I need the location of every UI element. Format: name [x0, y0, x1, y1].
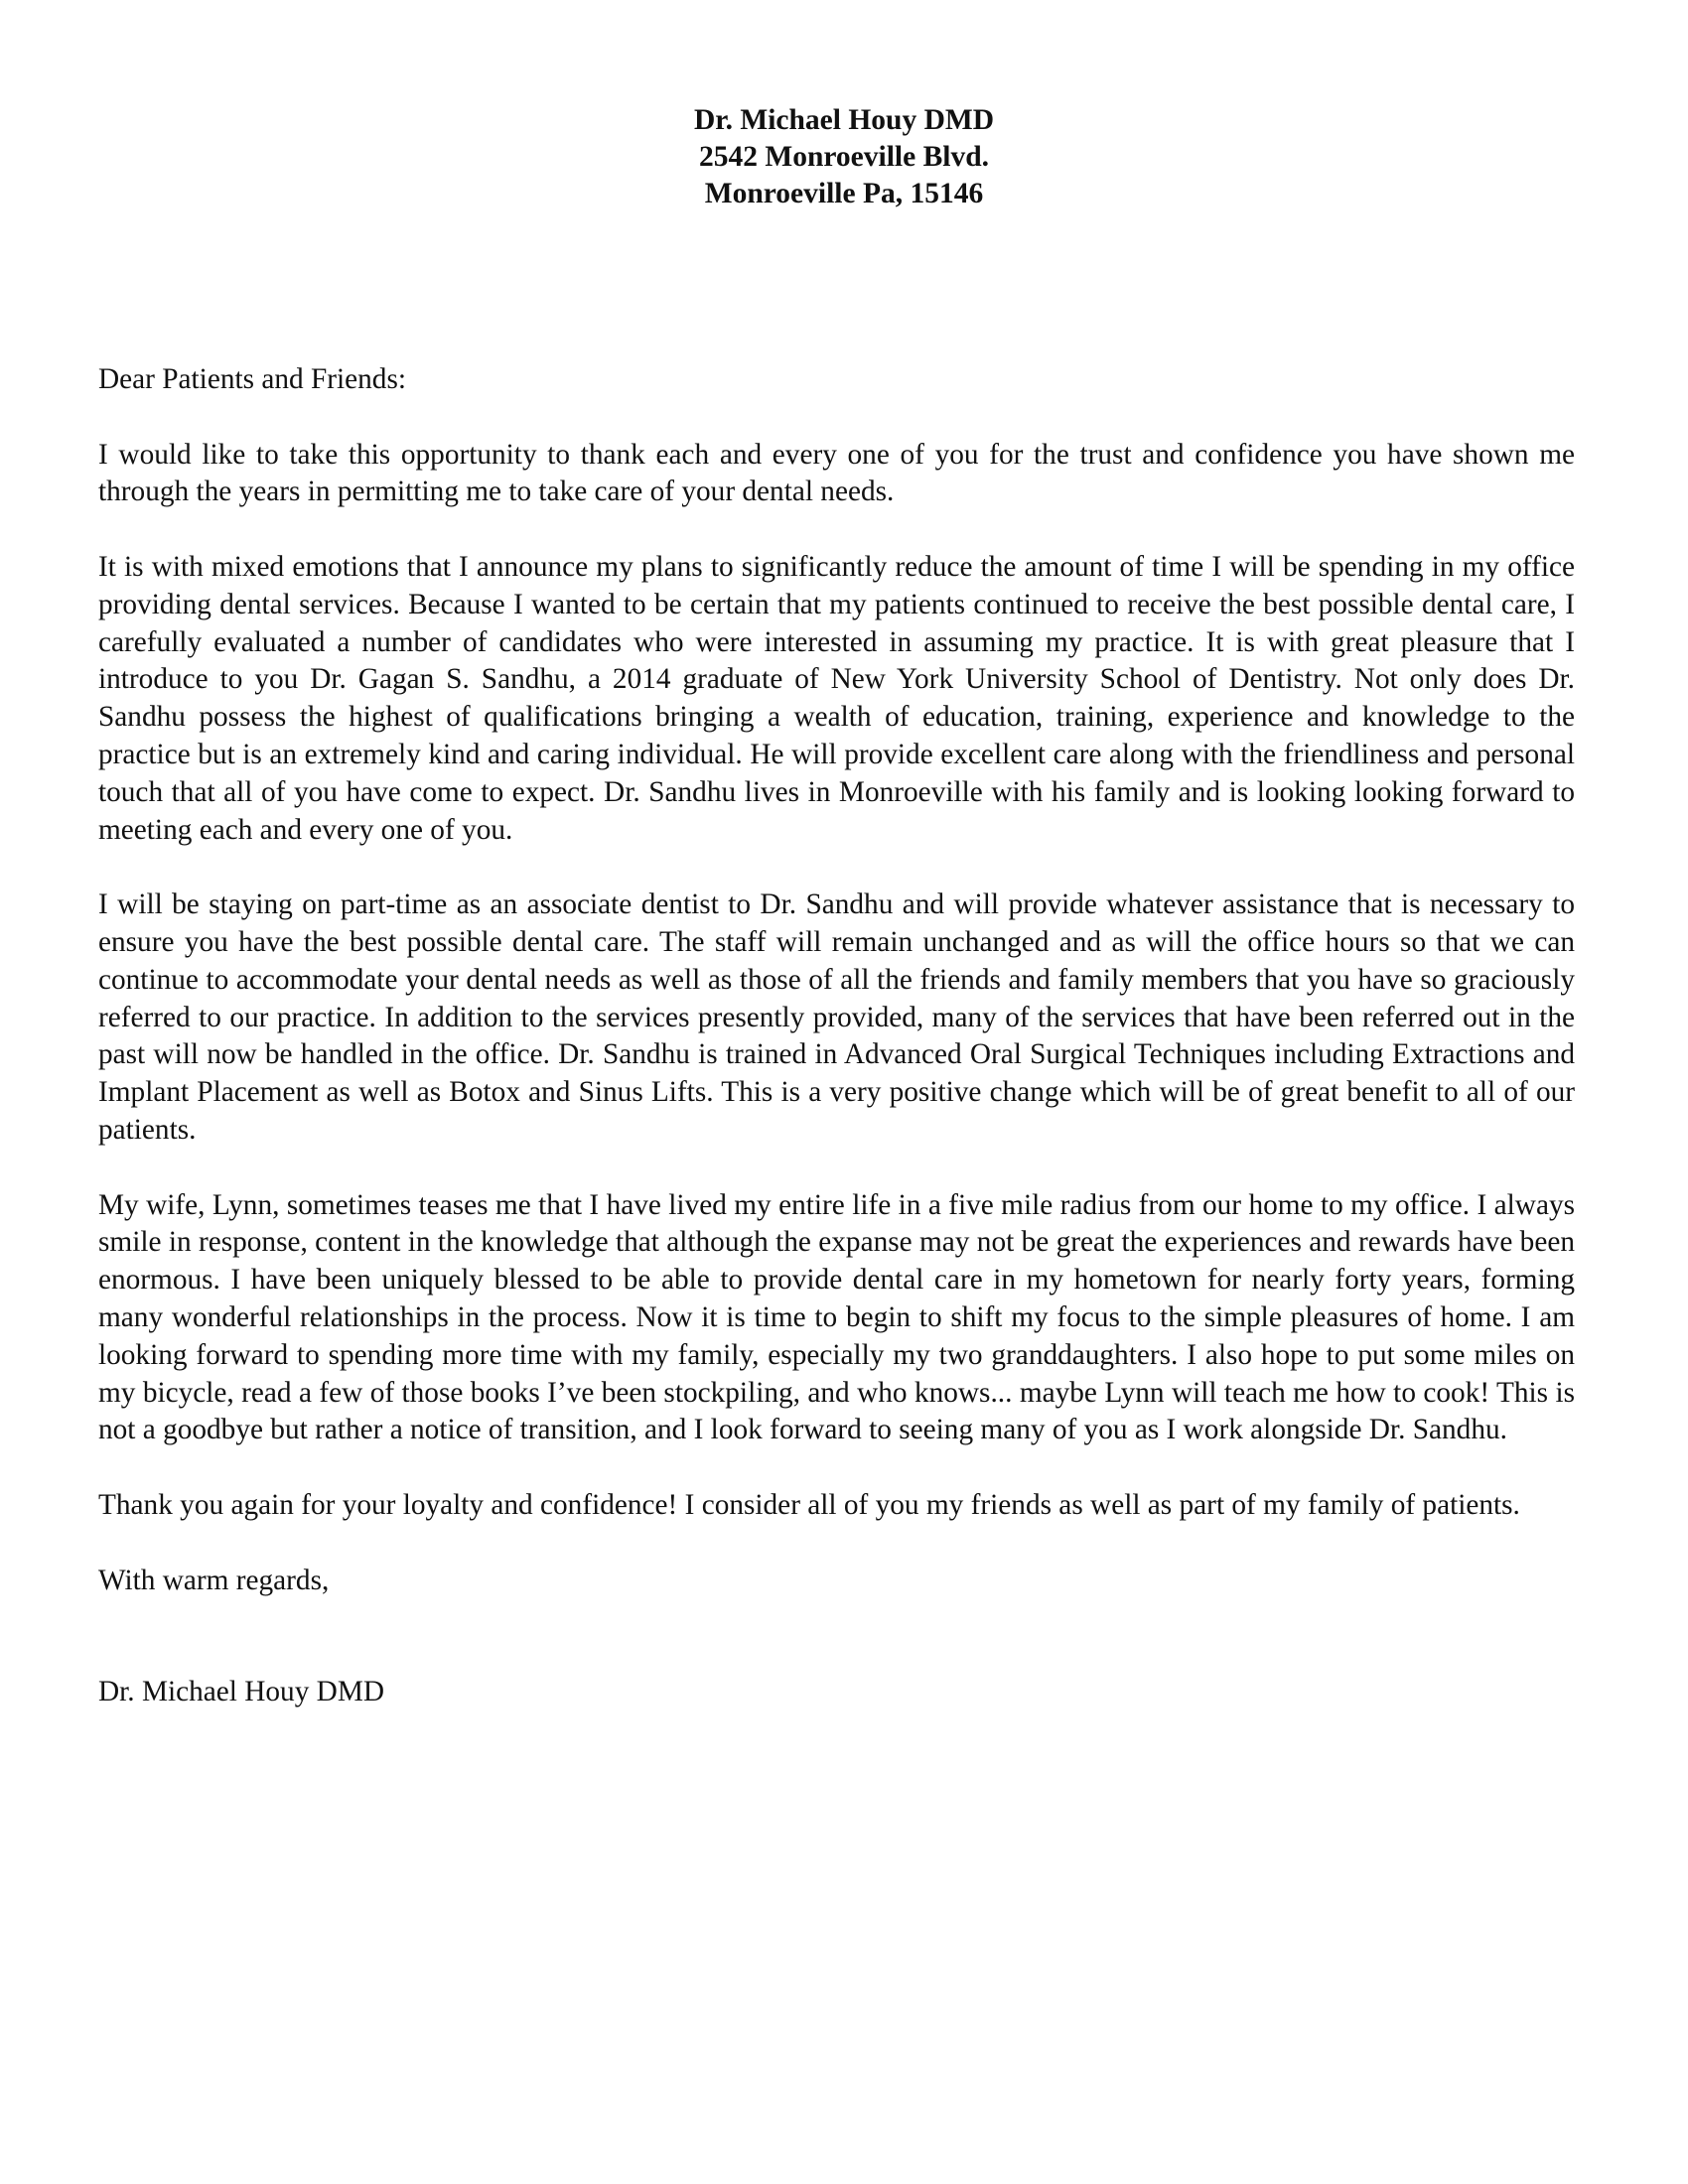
- letterhead-address-street: 2542 Monroeville Blvd.: [699, 141, 989, 174]
- paragraph-thanks: I would like to take this opportunity to thank each and every one of you for the trust and confidence you have shown me through the years in permitting me to take care of your dental needs.: [98, 438, 1575, 508]
- paragraph-personal: My wife, Lynn, sometimes teases me that I have lived my entire life in a five mile radius from our home to my office. I always smile in response, content in the knowledge that although the expanse may not be great the experiences and rewards have been enormous. I have been uniquely blessed to be able to provide dental care in my hometown for nearly forty years, forming many wonderful relationships in the process. Now it is time to begin to shift my focus to the simple pleasures of home. I am looking forward to spending more time with my family, especially my two granddaughters. I also hope to put some miles on my bicycle, read a few of those books I’ve been stockpiling, and who knows... maybe Lynn will teach me how to cook! This is not a goodbye but rather a notice of transition, and I look forward to seeing many of you as I work alongside Dr. Sandhu.: [98, 1188, 1575, 1446]
- closing: With warm regards,: [98, 1564, 330, 1596]
- paragraph-transition: I will be staying on part-time as an associate dentist to Dr. Sandhu and will provide whatever assistance that is necessary to ensure you have the best possible dental care. The staff will remain unchanged and as will the office hours so that we can continue to accommodate your dental needs as well as those of all the friends and family members that you have so graciously referred to our practice. In addition to the services presently provided, many of the services that have been referred out in the past will now be handled in the office. Dr. Sandhu is trained in Advanced Oral Surgical Techniques including Extractions and Implant Placement as well as Botox and Sinus Lifts. This is a very positive change which will be of great benefit to all of our patients.: [98, 888, 1575, 1146]
- letterhead-address-city: Monroeville Pa, 15146: [704, 178, 984, 210]
- salutation: Dear Patients and Friends:: [98, 363, 406, 395]
- paragraph-announcement: It is with mixed emotions that I announce my plans to significantly reduce the amount of time I will be spending in my office providing dental services. Because I wanted to be certain that my patients continued to receive the best possible dental care, I carefully evaluated a number of candidates who were interested in assuming my practice. It is with great pleasure that I introduce to you Dr. Gagan S. Sandhu, a 2014 graduate of New York University School of Dentistry. Not only does Dr. Sandhu possess the highest of qualifications bringing a wealth of education, training, experience and knowledge to the practice but is an extremely kind and caring individual. He will provide excellent care along with the friendliness and personal touch that all of you have come to expect. Dr. Sandhu lives in Monroeville with his family and is looking looking forward to meeting each and every one of you.: [98, 550, 1575, 846]
- paragraph-closing-thanks: Thank you again for your loyalty and confidence! I consider all of you my friends as well as part of my family of patients.: [98, 1488, 1520, 1521]
- signature: Dr. Michael Houy DMD: [98, 1676, 385, 1708]
- letterhead: [0, 102, 1688, 213]
- letter-body: [98, 361, 1575, 1749]
- letterhead-name: Dr. Michael Houy DMD: [693, 104, 995, 136]
